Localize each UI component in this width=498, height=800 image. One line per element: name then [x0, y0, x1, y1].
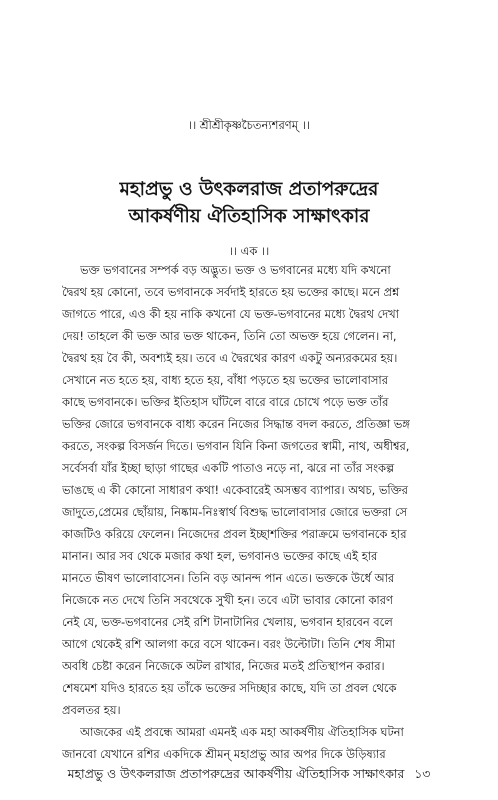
- paragraph-line: আজকের এই প্রবন্ধে আমরা এমনই এক মহা আকর্ষণীয় ঐতিহাসিক ঘটনা: [80, 725, 404, 739]
- paragraph-line: মানান। আর সব থেকে মজার কথা হল, ভগবানও ভক্তের কাছে এই হার: [62, 549, 378, 563]
- running-title: মহাপ্রভু ও উৎকলরাজ প্রতাপরুদ্রের আকর্ষণীয় ঐতিহাসিক সাক্ষাৎকার: [67, 766, 405, 781]
- chapter-title-line-1: মহাপ্রভু ও উৎকলরাজ প্রতাপরুদ্রের: [119, 179, 379, 200]
- paragraph-line: জানবো যেখানে রশির একদিকে শ্রীমন্ মহাপ্রভু আর অপর দিকে উড়িষ্যার: [62, 747, 386, 761]
- page-number: ১৩: [414, 766, 431, 781]
- paragraph-line: শেষমেশ যদিও হারতে হয় তাঁকে ভক্তের সদিচ্ছার কাছে, যদি তা প্রবল থেকে: [62, 681, 397, 695]
- paragraph-line: নিজেকে নত দেখে তিনি সবথেকে সুখী হন। তবে এটা ভাবার কোনো কারণ: [62, 593, 393, 607]
- paragraph-line: মানতে ভীষণ ভালোবাসেন। তিনি বড় আনন্দ পান এতে। ভক্তকে উর্ধে আর: [62, 571, 395, 585]
- paragraph-line: দ্বৈরথ হয় কোনো, তবে ভগবানকে সর্বদাই হারতে হয় ভক্তের কাছে। মনে প্রশ্ন: [62, 285, 400, 299]
- paragraph-line: আগে থেকেই রশি আলগা করে বসে থাকেন। বরং উল্টোটা। তিনি শেষ সীমা: [62, 637, 395, 651]
- paragraph-line: প্রবলতর হয়।: [62, 703, 121, 717]
- paragraph-line: সেখানে নত হতে হয়, বাধ্য হতে হয়, বাঁধা পড়তে হয় ভক্তের ভালোবাসার: [62, 373, 388, 387]
- paragraph-line: জাগতে পারে, এও কী হয় নাকি কখনো যে ভক্ত-ভগবানের মধ্যে দ্বৈরথ দেখা: [62, 307, 399, 321]
- paragraph-line: কাছে ভগবানকে। ভক্তির ইতিহাস ঘাঁটলে বারে বারে চোখে পড়ে ভক্ত তাঁর: [62, 395, 389, 409]
- paragraph-line: সর্বেসর্বা যাঁর ইচ্ছা ছাড়া গাছের একটি পাতাও নড়ে না, ঝরে না তাঁর সংকল্প: [62, 461, 395, 475]
- paragraph-line: করতে, সংকল্প বিসর্জন দিতে। ভগবান যিনি কিনা জগতের স্বামী, নাথ, অধীশ্বর,: [62, 439, 410, 453]
- paragraph-line: ভাঙছে এ কী কোনো সাধারণ কথা! একেবারেই অসম্ভব ব্যাপার। অথচ, ভক্তির: [62, 483, 408, 497]
- page-footer: [0, 765, 498, 783]
- paragraph-line: কাজটিও করিয়ে ফেলেন। নিজেদের প্রবল ইচ্ছাশক্তির পরাক্রমে ভগবানকে হার: [62, 527, 407, 541]
- chapter-title-line-2: আকর্ষণীয় ঐতিহাসিক সাক্ষাৎকার: [128, 206, 370, 227]
- paragraph-line: অবধি চেষ্টা করেন নিজেকে অটল রাখার, নিজের মতই প্রতিস্থাপন করার।: [62, 659, 385, 673]
- section-heading: ।। এক ।।: [228, 244, 270, 258]
- invocation-line: ।। শ্রীশ্রীকৃষ্ণচৈতন্যশরণম্ ।।: [187, 118, 311, 132]
- paragraph-line: ভক্ত ভগবানের সম্পর্ক বড় অদ্ভুত। ভক্ত ও ভগবানের মধ্যে যদি কখনো: [80, 263, 391, 277]
- paragraph-line: নেই যে, ভক্ত-ভগবানের সেই রশি টানাটানির খেলায়, ভগবান হারবেন বলে: [62, 615, 393, 629]
- paragraph-line: জাদুতে,প্রেমের ছোঁয়ায়, নিষ্কাম-নিঃস্বার্থ বিশুদ্ধ ভালোবাসার জোরে ভক্তরা সে: [62, 505, 408, 519]
- paragraph-line: দ্বৈরথ হয় বৈ কী, অবশ্যই হয়। তবে এ দ্বৈরথের কারণ একটু অন্যরকমের হয়।: [62, 351, 398, 365]
- paragraph-line: ভক্তির জোরে ভগবানকে বাধ্য করেন নিজের সিদ্ধান্ত বদল করতে, প্রতিজ্ঞা ভঙ্গ: [62, 417, 410, 431]
- paragraph-line: দেয়! তাহলে কী ভক্ত আর ভক্ত থাকেন, তিনি তো অভক্ত হয়ে গেলেন। না,: [62, 329, 397, 343]
